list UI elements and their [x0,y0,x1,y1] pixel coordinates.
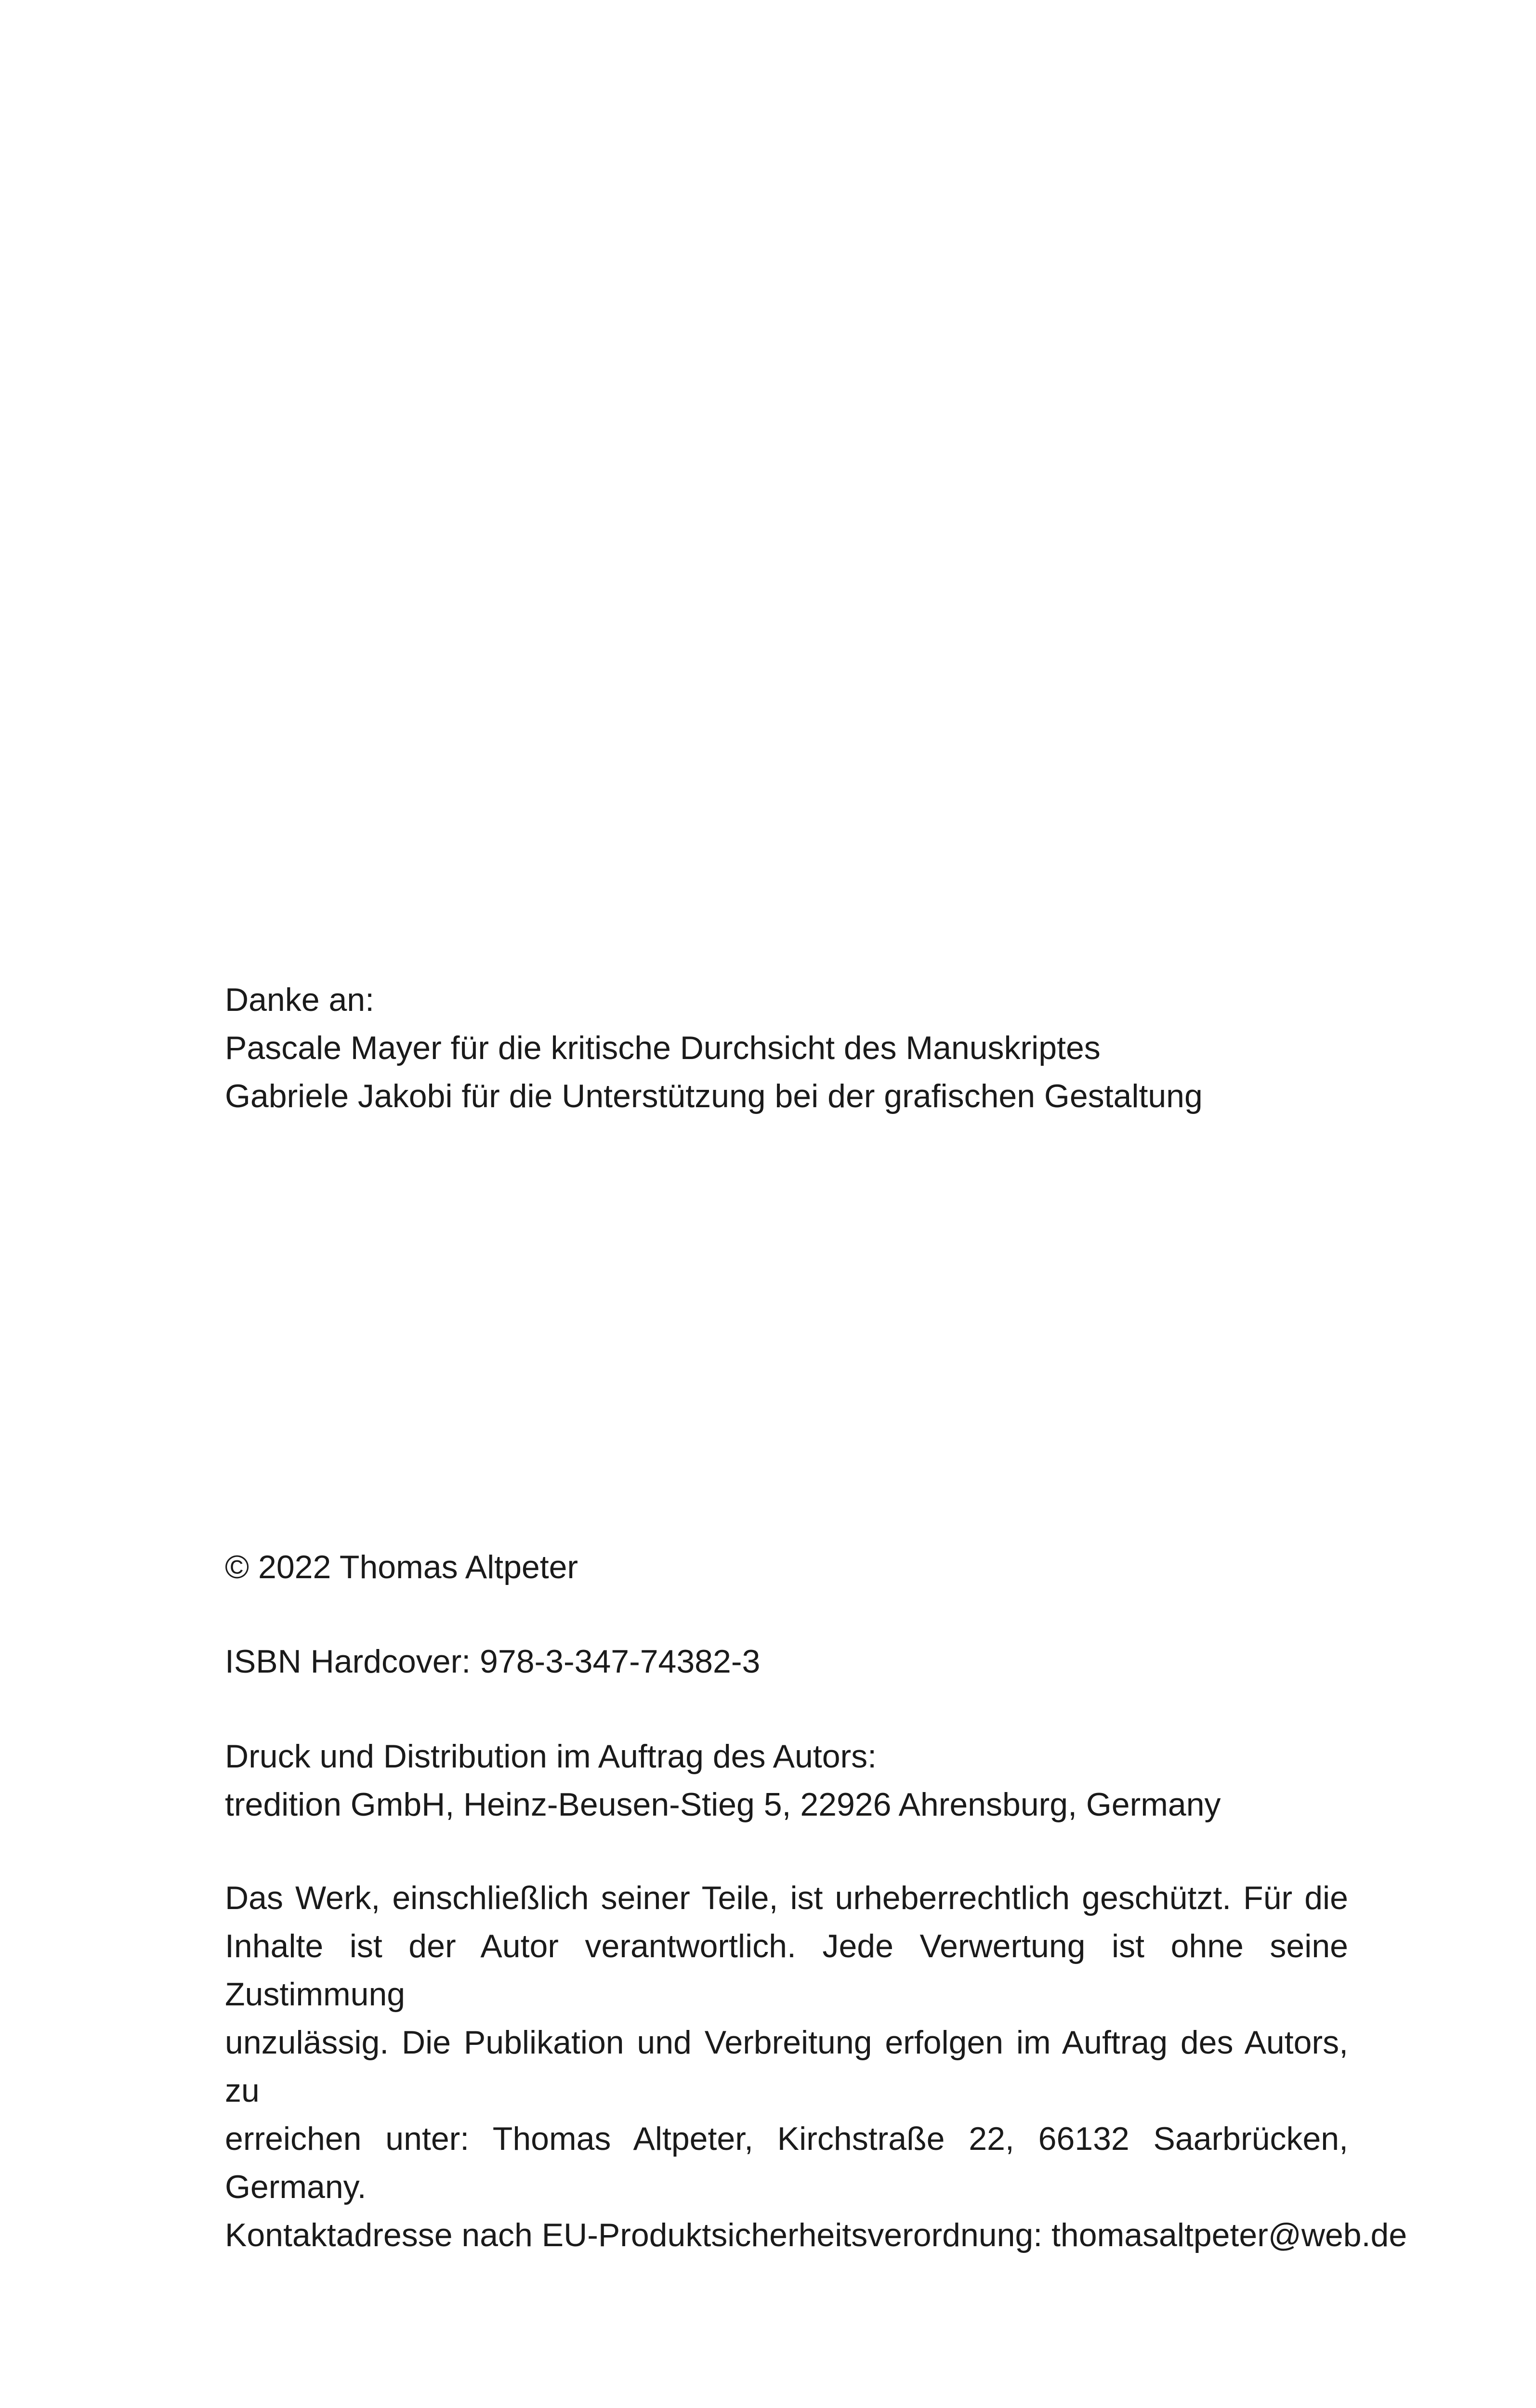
copyright-notice: © 2022 Thomas Altpeter [225,1549,578,1585]
printing-line: Druck und Distribution im Auftrag des Autors: [225,1738,877,1775]
isbn-section [225,1637,1348,1686]
contact-line: Kontaktadresse nach EU-Produktsicherheitsverordnung: thomasaltpeter@web.de [225,2217,1407,2253]
acknowledgement-line: Pascale Mayer für die kritische Durchsicht des Manuskriptes [225,1030,1101,1066]
isbn-line: ISBN Hardcover: 978-3-347-74382-3 [225,1643,761,1680]
legal-notice-line: unzulässig. Die Publikation und Verbreitung erfolgen im Auftrag des Autors, zu [225,2024,1348,2109]
legal-notice-line: erreichen unter: Thomas Altpeter, Kirchstraße 22, 66132 Saarbrücken, Germany. [225,2120,1348,2205]
acknowledgement-line: Gabriele Jakobi für die Unterstützung bei der grafischen Gestaltung [225,1078,1203,1114]
copyright-section [225,1543,1348,1591]
publisher-address: tredition GmbH, Heinz-Beusen-Stieg 5, 22926 Ahrensburg, Germany [225,1786,1221,1823]
acknowledgements-section [225,976,1348,1120]
acknowledgements-heading: Danke an: [225,982,374,1018]
legal-notice-line: Das Werk, einschließlich seiner Teile, ist urheberrechtlich geschützt. Für die [225,1880,1348,1916]
legal-notice-section [225,1874,1407,2259]
legal-notice-line: Inhalte ist der Autor verantwortlich. Jede Verwertung ist ohne seine Zustimmung [225,1928,1348,2013]
printing-section [225,1732,1348,1829]
